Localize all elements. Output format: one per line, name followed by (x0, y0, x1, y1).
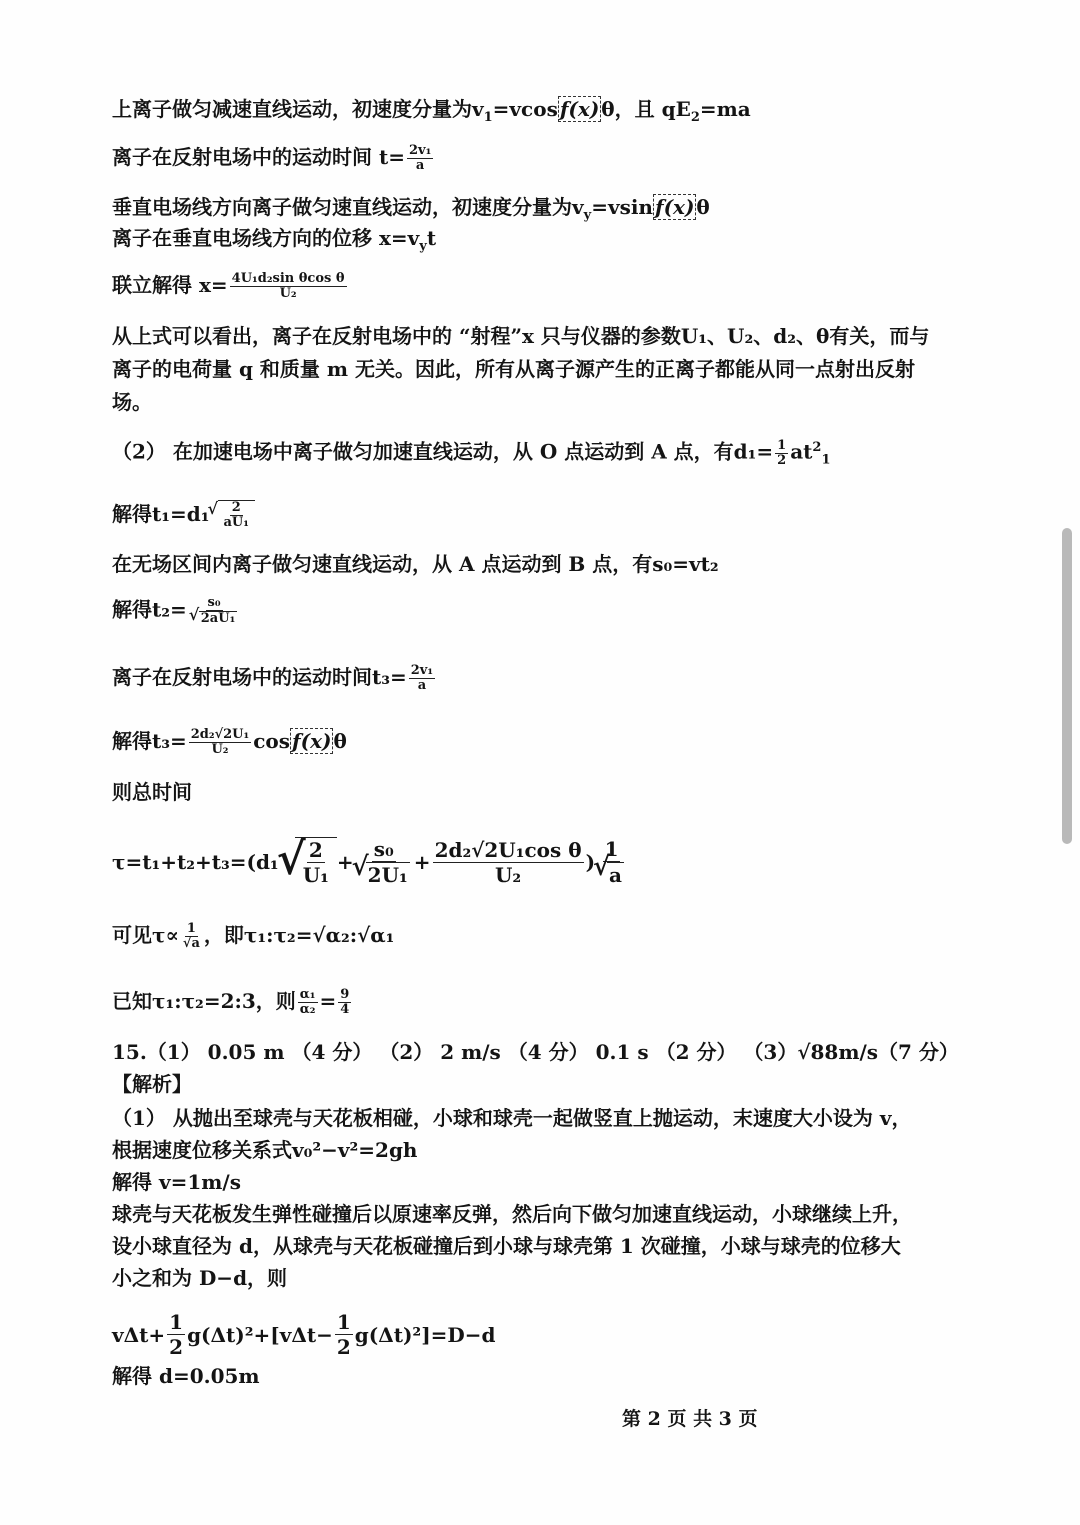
fraction: √ $\frac{2}{\text{aU₁}}$ (223, 500, 249, 530)
line-2: 离子在反射电场中的运动时间 t= $\frac{\text{2v₁}}{a}$ (112, 143, 432, 173)
line-19-answer: 15.（1） 0.05 m （4 分） （2） 2 m/s （4 分） 0.1 s （2 分） （3）√88m/s（7 分） (112, 1040, 959, 1064)
line-22: 根据速度位移关系式v₀²−v²=2gh (112, 1138, 418, 1162)
fraction: $\frac{\text{2d₂√2U₁}}{\text{U₂}}$ (190, 727, 250, 757)
fraction: s₀ √ 2aU₁ (189, 596, 240, 626)
fraction: $\frac{1}{2}$ (777, 437, 787, 468)
line-8: 场。 (112, 390, 152, 414)
line-23: 解得 v=1m/s (112, 1170, 241, 1194)
line-25: 设小球直径为 d，从球壳与天花板碰撞后到小球与球壳第 1 次碰撞，小球与球壳的位移大 (112, 1234, 901, 1258)
line-7: 离子的电荷量 q 和质量 m 无关。因此，所有从离子源产生的正离子都能从同一点射出反射 (112, 357, 915, 381)
line-3: 垂直电场线方向离子做匀速直线运动，初速度分量为$v_y=vsin$ f(x) θ (112, 195, 710, 223)
line-15: 则总时间 (112, 780, 192, 804)
formula-placeholder-box: f(x) (559, 97, 600, 121)
line-28: 解得 d=0.05m (112, 1364, 260, 1388)
line-4: 离子在垂直电场线方向的位移 $x=v_yt$ (112, 226, 437, 254)
fraction: $\frac{\text{α₁}}{\text{α₂}}$ (299, 987, 316, 1017)
line-14: 解得t₃= $\frac{\text{2d₂√2U₁}}{\text{U₂}}$ cos f(x) θ (112, 727, 347, 757)
line-24: 球壳与天花板发生弹性碰撞后以原速率反弹，然后向下做匀加速直线运动，小球继续上升， (112, 1202, 912, 1226)
line-9: （2） 在加速电场中离子做匀加速直线运动，从 O 点运动到 A 点，有d₁= $\frac{1}{2}$ $at^2_1$ (112, 437, 831, 468)
line-17: 可见τ∝ $\frac{1}{√a}$ ，即τ₁:τ₂=√α₂:√α₁ (112, 921, 395, 951)
line-16-total-time: τ=t₁+t₂+t₃=(d₁ √ $\frac{2}{\text{U₁}}$ + s₀ √ 2U₁ + $\frac{\text{2d₂√2U₁cos θ}}{\text{U₂}}$ ) 1 √ a (112, 832, 628, 892)
line-6: 从上式可以看出，离子在反射电场中的 “射程”x 只与仪器的参数U₁、U₂、d₂、θ有关，而与 (112, 324, 930, 348)
formula-placeholder-box: f(x) (292, 729, 332, 753)
line-26: 小之和为 D−d，则 (112, 1266, 288, 1290)
page-footer: 第 2 页 共 3 页 (622, 1408, 758, 1430)
line-12: 解得t₂= s₀ √ 2aU₁ (112, 596, 241, 626)
fraction: $\frac{\text{4U₁d₂sin θcos θ}}{\text{U₂}}$ (231, 271, 345, 301)
line-1: 上离子做匀减速直线运动，初速度分量为$v_1=vcos$ f(x) θ，且 $qE_2=ma$ (112, 97, 751, 125)
fraction: $\frac{1}{√a}$ (182, 921, 200, 951)
fraction: $\frac{\text{2v₁}}{a}$ (410, 663, 434, 693)
fraction: $\frac{9}{4}$ (340, 987, 350, 1017)
line-5: 联立解得 x= $\frac{\text{4U₁d₂sin θcos θ}}{\text{U₂}}$ (112, 271, 345, 301)
line-20-analysis-title: 【解析】 (112, 1072, 192, 1096)
line-27-equation: vΔt+ $\frac{1}{2}$ g(Δt)²+[vΔt− $\frac{1}{2}$ g(Δt)²]=D−d (112, 1310, 496, 1359)
line-21: （1） 从抛出至球壳与天花板相碰，小球和球壳一起做竖直上抛运动，末速度大小设为 v， (112, 1106, 912, 1130)
formula-placeholder-box: f(x) (654, 195, 695, 219)
line-11: 在无场区间内离子做匀速直线运动，从 A 点运动到 B 点，有s₀=vt₂ (112, 552, 719, 576)
scrollbar-thumb[interactable] (1062, 528, 1072, 844)
line-13: 离子在反射电场中的运动时间t₃= $\frac{\text{2v₁}}{a}$ (112, 663, 434, 693)
line-10: 解得t₁=d₁ √ $\frac{2}{\text{aU₁}}$ (112, 500, 255, 530)
fraction: $\frac{\text{2v₁}}{a}$ (408, 143, 432, 173)
line-18: 已知τ₁:τ₂=2:3，则 $\frac{\text{α₁}}{\text{α₂}}$ = $\frac{9}{4}$ (112, 987, 350, 1017)
